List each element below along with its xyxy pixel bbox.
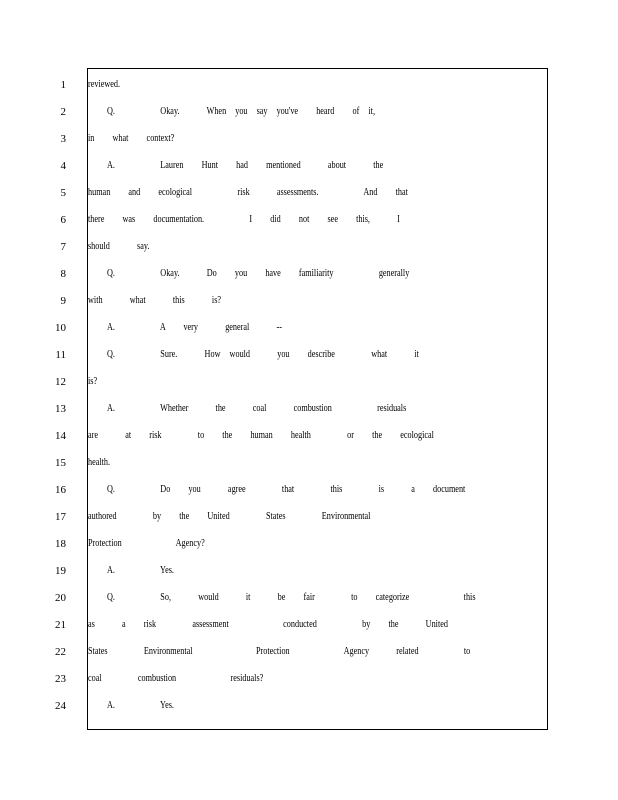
line-number: 1: [60, 79, 66, 91]
transcript-line: [0, 642, 618, 662]
line-number: 9: [60, 295, 66, 307]
line-text: A. Whether the coal combustion residuals: [107, 403, 407, 414]
line-text: human and ecological risk assessments. And that: [88, 187, 408, 198]
line-text: A. Yes.: [107, 565, 174, 576]
line-number: 14: [55, 430, 66, 442]
transcript-line: [0, 345, 618, 365]
line-number: 17: [55, 511, 66, 523]
line-text: with what this is?: [88, 295, 222, 306]
line-text: coal combustion residuals?: [88, 673, 264, 684]
transcript-line: [0, 210, 618, 230]
line-number: 2: [60, 106, 66, 118]
line-text: Q. Okay. When you say you've heard of it,: [107, 106, 376, 117]
transcript-line: [0, 507, 618, 527]
line-number: 6: [60, 214, 66, 226]
line-number: 16: [55, 484, 66, 496]
transcript-line: [0, 291, 618, 311]
transcript-line: [0, 372, 618, 392]
line-number: 12: [55, 376, 66, 388]
transcript-line: [0, 237, 618, 257]
line-number: 18: [55, 538, 66, 550]
transcript-line: [0, 426, 618, 446]
transcript-line: [0, 156, 618, 176]
line-text: A. Yes.: [107, 700, 174, 711]
line-text: A. Lauren Hunt had mentioned about the: [107, 160, 384, 171]
line-number: 7: [60, 241, 66, 253]
line-text: should say.: [88, 241, 150, 252]
line-number: 4: [60, 160, 66, 172]
transcript-line: [0, 399, 618, 419]
line-text: is?: [88, 376, 98, 387]
transcript-line: [0, 453, 618, 473]
line-number: 22: [55, 646, 66, 658]
line-text: Protection Agency?: [88, 538, 205, 549]
transcript-line: [0, 129, 618, 149]
line-number: 10: [55, 322, 66, 334]
transcript-line: [0, 75, 618, 95]
line-number: 11: [55, 349, 66, 361]
line-number: 8: [60, 268, 66, 280]
transcript-line: [0, 696, 618, 716]
line-number: 24: [55, 700, 66, 712]
line-number: 5: [60, 187, 66, 199]
transcript-line: [0, 183, 618, 203]
line-text: Q. Do you agree that this is a document: [107, 484, 466, 495]
line-number: 15: [55, 457, 66, 469]
line-text: Q. Sure. How would you describe what it: [107, 349, 419, 360]
transcript-line: [0, 318, 618, 338]
line-text: in what context?: [88, 133, 175, 144]
transcript-line: [0, 480, 618, 500]
transcript-line: [0, 102, 618, 122]
line-number: 19: [55, 565, 66, 577]
line-text: there was documentation. I did not see this, I: [88, 214, 400, 225]
line-text: as a risk assessment conducted by the United: [88, 619, 448, 630]
transcript-line: [0, 561, 618, 581]
line-text: are at risk to the human health or the ecological: [88, 430, 434, 441]
line-text: States Environmental Protection Agency related to: [88, 646, 471, 657]
line-text: A. A very general --: [107, 322, 282, 333]
transcript-line: [0, 615, 618, 635]
transcript-line: [0, 669, 618, 689]
line-number: 20: [55, 592, 66, 604]
transcript-line: [0, 264, 618, 284]
line-number: 21: [55, 619, 66, 631]
transcript-line: [0, 534, 618, 554]
line-text: Q. Okay. Do you have familiarity generally: [107, 268, 410, 279]
line-text: Q. So, would it be fair to categorize this: [107, 592, 476, 603]
line-text: reviewed.: [88, 79, 121, 90]
line-text: authored by the United States Environmental: [88, 511, 371, 522]
line-number: 13: [55, 403, 66, 415]
line-text: health.: [88, 457, 111, 468]
line-number: 3: [60, 133, 66, 145]
transcript-line: [0, 588, 618, 608]
line-number: 23: [55, 673, 66, 685]
